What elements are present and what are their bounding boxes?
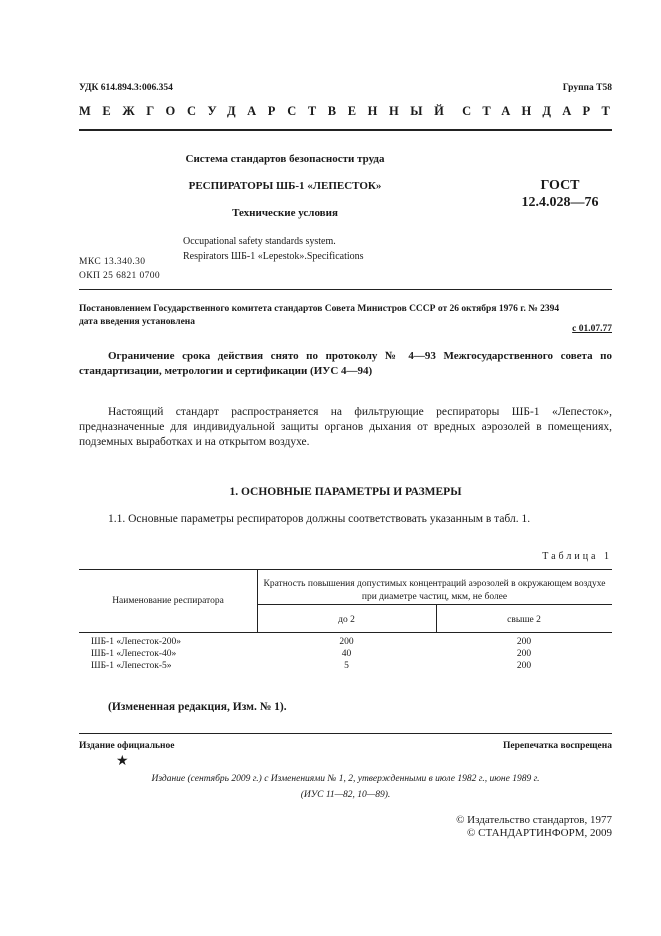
revision-note: (Измененная редакция, Изм. № 1). <box>108 701 287 713</box>
copyright-line2: © СТАНДАРТИНФОРМ, 2009 <box>467 827 612 839</box>
table-row-upto: 40 <box>341 649 352 659</box>
gost-designation <box>515 177 605 211</box>
paragraph-1-1: 1.1. Основные параметры респираторов должны соответствовать указанным в табл. 1. <box>108 513 531 525</box>
table-row-upto: 5 <box>344 661 349 671</box>
banner-standard: СТАНДАРТ <box>462 104 621 118</box>
decree-line1: Постановлением Государственного комитета стандартов Совета Министров СССР от 26 октября 1976 г. № 2394 <box>79 304 560 314</box>
title-rule <box>79 289 612 290</box>
table-row-over: 200 <box>516 637 532 647</box>
document-title: РЕСПИРАТОРЫ ШБ-1 «ЛЕПЕСТОК» <box>188 180 382 192</box>
decree-text <box>79 303 612 329</box>
banner-interstate: МЕЖГОСУДАРСТВЕННЫЙ <box>79 104 456 118</box>
english-title-line2: Respirators ШБ-1 «Lepestok».Specifications <box>183 251 364 262</box>
decree-line2: дата введения установлена <box>79 317 196 327</box>
table-header-over2: свыше 2 <box>507 615 541 625</box>
edition-info <box>79 771 612 803</box>
edition-line2: (ИУС 11—82, 10—89). <box>300 790 391 800</box>
group-code: Группа Т58 <box>562 83 612 93</box>
table-row-name: ШБ-1 «Лепесток-5» <box>91 661 172 671</box>
table-header-bottom-rule <box>79 632 612 633</box>
table-caption: Таблица 1 <box>542 551 612 562</box>
english-title-line1: Occupational safety standards system. <box>183 236 336 247</box>
classification-codes <box>79 255 160 283</box>
table-row-over: 200 <box>516 661 532 671</box>
footer-rule <box>79 733 612 734</box>
reprint-prohibited: Перепечатка воспрещена <box>502 741 612 751</box>
gost-number: 12.4.028—76 <box>521 195 599 210</box>
mks-code: МКС 13.340.30 <box>79 257 146 267</box>
table-row-name: ШБ-1 «Лепесток-40» <box>91 649 177 659</box>
gost-label: ГОСТ <box>540 178 580 193</box>
table-header-name: Наименование респиратора <box>112 596 224 606</box>
official-edition: Издание официальное <box>79 741 175 751</box>
table-subheader-rule <box>257 604 612 605</box>
effective-date: с 01.07.77 <box>572 324 612 334</box>
table-header-concentration: Кратность повышения допустимых концентраций аэрозолей в окружающем воздухе при диаметре частиц, мкм, не более <box>263 579 606 602</box>
okp-code: ОКП 25 6821 0700 <box>79 271 161 281</box>
limitation-note: Ограничение срока действия снято по протоколу № 4—93 Межгосударственного совета по стандартизации, метрологии и сертификации (ИУС 4—94) <box>79 350 612 377</box>
table-header-upto2: до 2 <box>338 615 355 625</box>
english-title <box>183 234 364 264</box>
copyright-line1: © Издательство стандартов, 1977 <box>456 814 612 826</box>
table-row-upto: 200 <box>339 637 354 647</box>
star-icon: ★ <box>116 754 129 769</box>
header-rule <box>79 129 612 131</box>
section-heading: 1. ОСНОВНЫЕ ПАРАМЕТРЫ И РАЗМЕРЫ <box>229 486 462 498</box>
intro-paragraph: Настоящий стандарт распространяется на фильтрующие респираторы ШБ-1 «Лепесток», предназначенные для индивидуальной защиты органов дыхания от вредных аэрозолей в помещениях, подземных выработках и на открытом воздухе. <box>79 406 612 448</box>
copyright <box>456 814 612 840</box>
table-top-rule <box>79 569 612 570</box>
edition-line1: Издание (сентябрь 2009 г.) с Изменениями № 1, 2, утвержденными в июле 1982 г., июне 1989 г. <box>151 774 540 784</box>
udk-code: УДК 614.894.3:006.354 <box>79 83 173 93</box>
document-subtitle: Технические условия <box>232 207 338 219</box>
system-name: Система стандартов безопасности труда <box>185 153 385 165</box>
table-row-over: 200 <box>516 649 532 659</box>
table-row-name: ШБ-1 «Лепесток-200» <box>91 637 181 647</box>
